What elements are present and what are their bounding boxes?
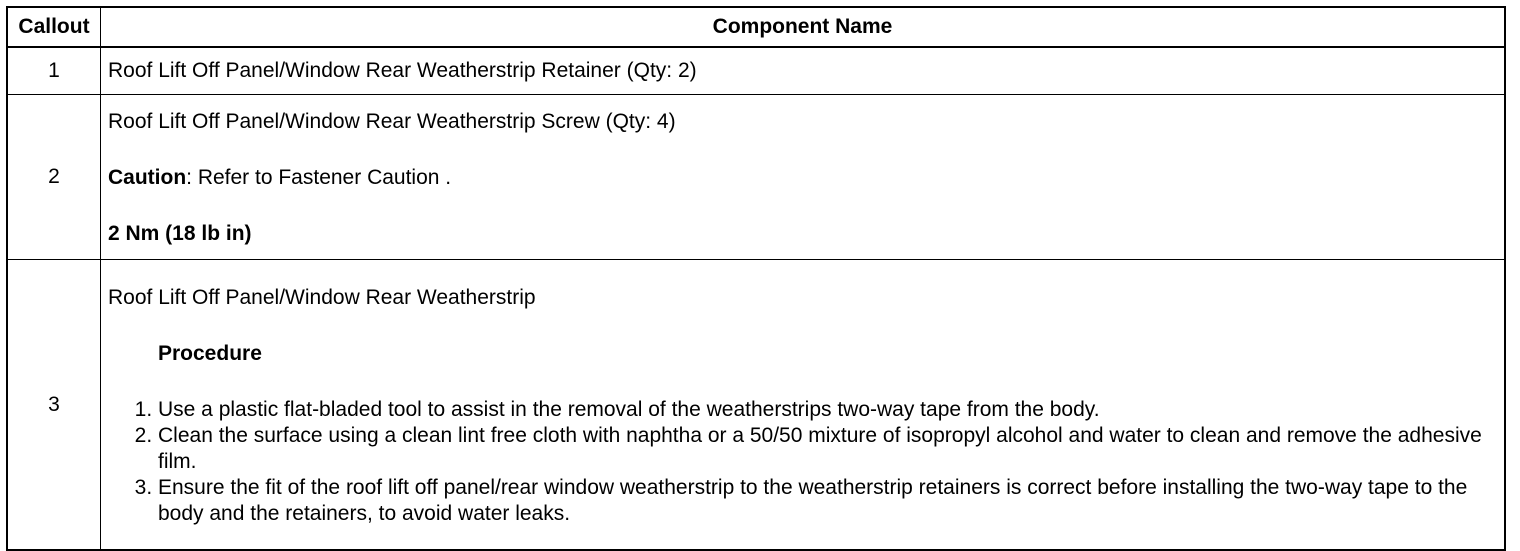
component-table xyxy=(6,6,1506,551)
callout-number: 1 xyxy=(7,47,101,95)
procedure-steps xyxy=(108,397,1498,527)
table-row xyxy=(7,95,1505,260)
component-name: Roof Lift Off Panel/Window Rear Weatherstrip Screw (Qty: 4) xyxy=(108,110,676,133)
torque-spec: 2 Nm (18 lb in) xyxy=(108,222,252,245)
callout-number: 2 xyxy=(7,95,101,260)
callout-number: 3 xyxy=(7,260,101,551)
table-row xyxy=(7,47,1505,95)
procedure-step: 1. Use a plastic flat-bladed tool to assist in the removal of the weatherstrips two-way tape from the body. xyxy=(158,397,1498,423)
caution-note xyxy=(108,165,1498,191)
caution-label: Caution xyxy=(108,166,187,189)
component-cell xyxy=(101,260,1506,551)
procedure-heading: Procedure xyxy=(158,341,262,365)
table-row xyxy=(7,260,1505,551)
component-name: Roof Lift Off Panel/Window Rear Weatherstrip Retainer (Qty: 2) xyxy=(101,47,1506,95)
fastener-caution-text: : Refer to Fastener Caution . xyxy=(186,166,452,189)
component-name: Roof Lift Off Panel/Window Rear Weatherstrip xyxy=(108,285,536,309)
procedure-step: 2. Clean the surface using a clean lint free cloth with naphtha or a 50/50 mixture of isopropyl alcohol and water to clean and remove the adhesive film. xyxy=(158,423,1498,475)
callout-column-header: Callout xyxy=(7,7,101,47)
component-name-column-header: Component Name xyxy=(101,7,1506,47)
procedure-step: 3. Ensure the fit of the roof lift off panel/rear window weatherstrip to the weatherstrip retainers is correct before installing the two-way tape to the body and the retainers, to avoid water leaks. xyxy=(158,475,1498,527)
table-header-row xyxy=(7,7,1505,47)
component-cell xyxy=(101,95,1506,260)
